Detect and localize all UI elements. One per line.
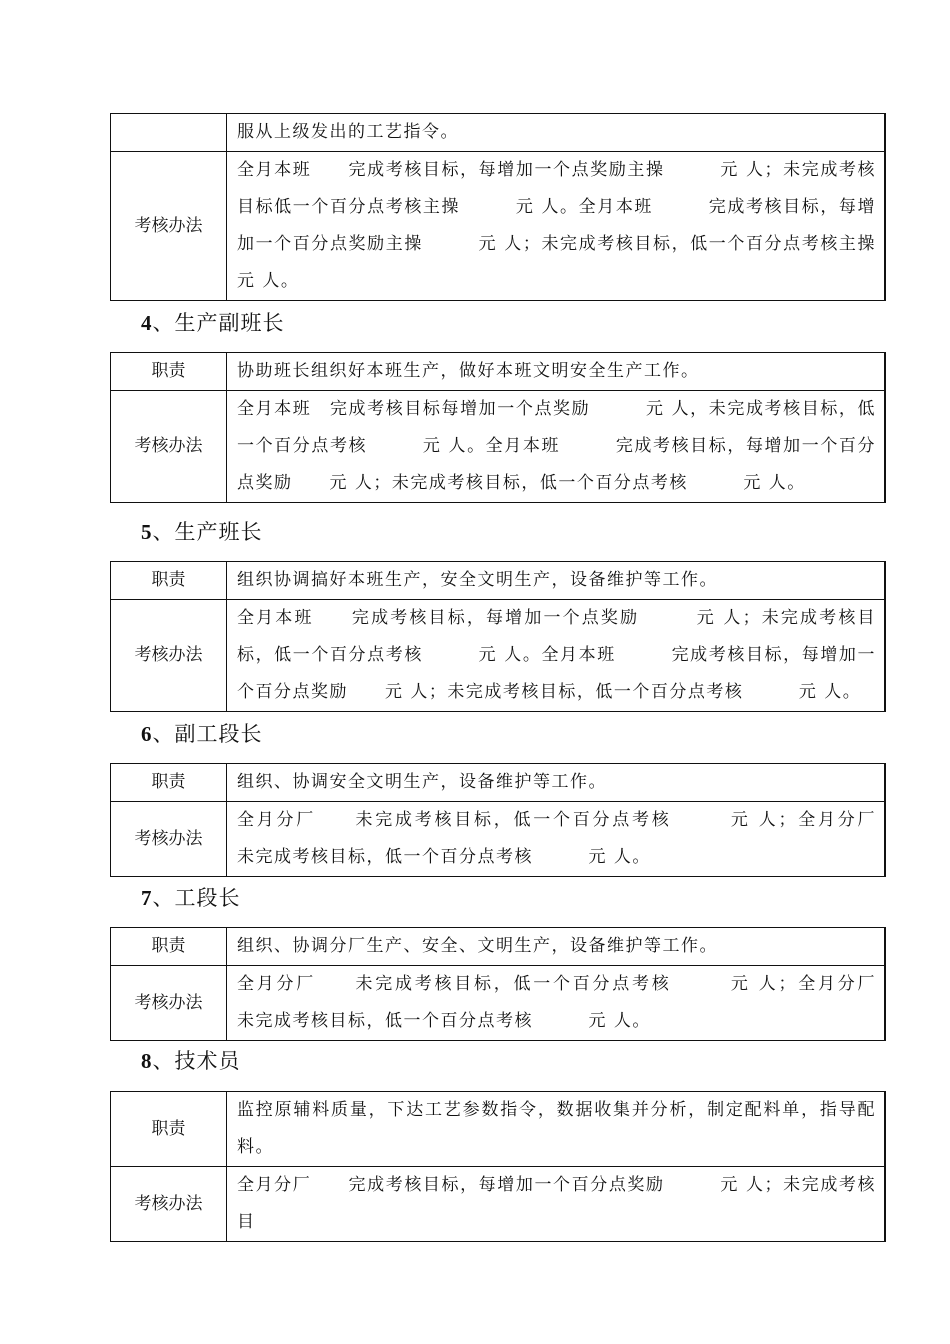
row-label: 考核办法 [111, 152, 227, 301]
table-row [111, 966, 886, 1041]
table-row [111, 562, 886, 600]
table-row [111, 1092, 886, 1167]
row-label: 职责 [111, 928, 227, 966]
row-value: 组织协调搞好本班生产，安全文明生产，设备维护等工作。 [227, 562, 886, 600]
table-row [111, 764, 886, 802]
table-row [111, 928, 886, 966]
row-label: 考核办法 [111, 1167, 227, 1242]
section-number: 8 [141, 1049, 153, 1073]
table-section-5 [110, 561, 886, 712]
section-title: 、生产班长 [152, 520, 263, 544]
row-label: 考核办法 [111, 966, 227, 1041]
row-value: 服从上级发出的工艺指令。 [227, 114, 886, 152]
table-row [111, 152, 886, 301]
table-section-4 [110, 352, 886, 503]
section-number: 4 [141, 311, 153, 335]
row-value: 全月分厂 未完成考核目标，低一个百分点考核 元 人；全月分厂 未完成考核目标，低一个百分点考核 元 人。 [227, 966, 886, 1041]
row-value: 全月本班 完成考核目标，每增加一个点奖励 元 人；未完成考核目标，低一个百分点考核 元 人。全月本班 完成考核目标，每增加一个百分点奖励 元 人；未完成考核目标，低一个百分点考核 元 人。 [227, 600, 886, 712]
row-label: 职责 [111, 764, 227, 802]
section-number: 7 [141, 886, 153, 910]
row-value: 监控原辅料质量，下达工艺参数指令，数据收集并分析，制定配料单，指导配料。 [227, 1092, 886, 1167]
row-label [111, 114, 227, 152]
row-label: 考核办法 [111, 391, 227, 503]
section-heading [141, 720, 263, 748]
section-heading [141, 518, 263, 546]
row-label: 考核办法 [111, 802, 227, 877]
section-heading [141, 1047, 241, 1075]
row-value: 全月本班 完成考核目标每增加一个点奖励 元 人，未完成考核目标，低一个百分点考核 元 人。全月本班 完成考核目标，每增加一个百分点奖励 元 人；未完成考核目标，低一个百分点考核 元 人。 [227, 391, 886, 503]
row-value: 协助班长组织好本班生产，做好本班文明安全生产工作。 [227, 353, 886, 391]
table-row [111, 353, 886, 391]
table-row [111, 114, 886, 152]
row-value: 全月本班 完成考核目标，每增加一个点奖励主操 元 人；未完成考核目标低一个百分点考核主操 元 人。全月本班 完成考核目标，每增加一个百分点奖励主操 元 人；未完成考核目标，低一个百分点考核主操 元 人。 [227, 152, 886, 301]
row-label: 职责 [111, 1092, 227, 1167]
section-number: 6 [141, 722, 153, 746]
row-value: 全月分厂 完成考核目标，每增加一个百分点奖励 元 人；未完成考核目 [227, 1167, 886, 1242]
section-number: 5 [141, 520, 153, 544]
section-title: 、技术员 [152, 1049, 241, 1073]
table-section-8 [110, 1091, 886, 1242]
section-title: 、工段长 [152, 886, 241, 910]
row-label: 职责 [111, 562, 227, 600]
row-label: 考核办法 [111, 600, 227, 712]
table-row [111, 1167, 886, 1242]
table-row [111, 600, 886, 712]
table-row [111, 802, 886, 877]
section-title: 、生产副班长 [152, 311, 285, 335]
row-value: 组织、协调分厂生产、安全、文明生产，设备维护等工作。 [227, 928, 886, 966]
table-section-continued [110, 113, 932, 301]
row-value: 全月分厂 未完成考核目标，低一个百分点考核 元 人；全月分厂 未完成考核目标，低一个百分点考核 元 人。 [227, 802, 886, 877]
table-section-7 [110, 927, 932, 1041]
section-title: 、副工段长 [152, 722, 263, 746]
row-label: 职责 [111, 353, 227, 391]
section-heading [141, 309, 285, 337]
table-row [111, 391, 886, 503]
section-heading [141, 884, 241, 912]
table-section-6 [110, 763, 932, 877]
row-value: 组织、协调安全文明生产，设备维护等工作。 [227, 764, 886, 802]
